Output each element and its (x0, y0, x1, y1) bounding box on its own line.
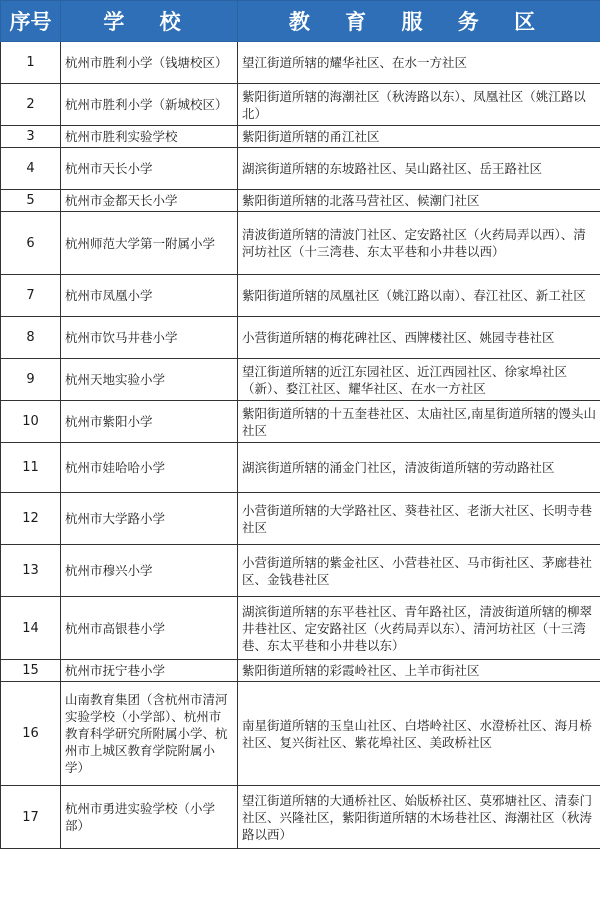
service-area: 紫阳街道所辖的凤凰社区（姚江路以南）、春江社区、新工社区 (238, 275, 600, 317)
service-area: 紫阳街道所辖的十五奎巷社区、太庙社区,南星街道所辖的馒头山社区 (238, 401, 600, 443)
school-name: 杭州市大学路小学 (61, 493, 238, 545)
table-row (1, 212, 600, 275)
row-number: 11 (1, 443, 61, 493)
table-row (1, 190, 600, 212)
service-area: 小营街道所辖的梅花碑社区、西牌楼社区、姚园寺巷社区 (238, 317, 600, 359)
school-name: 杭州市胜利实验学校 (61, 126, 238, 148)
service-area: 紫阳街道所辖的彩霞岭社区、上羊市街社区 (238, 660, 600, 682)
service-area: 紫阳街道所辖的海潮社区（秋涛路以东）、凤凰社区（姚江路以北） (238, 84, 600, 126)
header-no: 序号 (1, 1, 61, 42)
table-header-row (1, 1, 600, 42)
service-area: 小营街道所辖的紫金社区、小营巷社区、马市街社区、茅廊巷社区、金钱巷社区 (238, 545, 600, 597)
service-area: 望江街道所辖的近江东园社区、近江西园社区、徐家埠社区（新）、婺江社区、耀华社区、在水一方社区 (238, 359, 600, 401)
table-row (1, 42, 600, 84)
school-name: 杭州市抚宁巷小学 (61, 660, 238, 682)
table-row (1, 493, 600, 545)
row-number: 8 (1, 317, 61, 359)
row-number: 13 (1, 545, 61, 597)
header-area: 教 育 服 务 区 (238, 1, 600, 42)
table-row (1, 660, 600, 682)
table-row (1, 317, 600, 359)
service-area: 望江街道所辖的大通桥社区、始版桥社区、莫邪塘社区、清泰门社区、兴隆社区，紫阳街道所辖的木场巷社区、海潮社区（秋涛路以西） (238, 786, 600, 849)
service-area: 湖滨街道所辖的涌金门社区，清波街道所辖的劳动路社区 (238, 443, 600, 493)
table-row (1, 786, 600, 849)
row-number: 5 (1, 190, 61, 212)
service-area: 清波街道所辖的清波门社区、定安路社区（火药局弄以西）、清河坊社区（十三湾巷、东太平巷和小井巷以西） (238, 212, 600, 275)
service-area: 湖滨街道所辖的东坡路社区、吴山路社区、岳王路社区 (238, 148, 600, 190)
school-name: 杭州市凤凰小学 (61, 275, 238, 317)
row-number: 7 (1, 275, 61, 317)
school-name: 杭州市高银巷小学 (61, 597, 238, 660)
service-area: 紫阳街道所辖的北落马营社区、候潮门社区 (238, 190, 600, 212)
row-number: 12 (1, 493, 61, 545)
table-row (1, 148, 600, 190)
table-row (1, 443, 600, 493)
school-name: 杭州市穆兴小学 (61, 545, 238, 597)
row-number: 1 (1, 42, 61, 84)
table-row (1, 597, 600, 660)
service-area: 南星街道所辖的玉皇山社区、白塔岭社区、水澄桥社区、海月桥社区、复兴街社区、紫花埠社区、美政桥社区 (238, 682, 600, 786)
school-name: 杭州天地实验小学 (61, 359, 238, 401)
service-area: 小营街道所辖的大学路社区、葵巷社区、老浙大社区、长明寺巷社区 (238, 493, 600, 545)
school-name: 杭州市胜利小学（钱塘校区） (61, 42, 238, 84)
school-name: 杭州师范大学第一附属小学 (61, 212, 238, 275)
table-row (1, 359, 600, 401)
service-area: 望江街道所辖的耀华社区、在水一方社区 (238, 42, 600, 84)
row-number: 2 (1, 84, 61, 126)
table-row (1, 84, 600, 126)
service-area: 湖滨街道所辖的东平巷社区、青年路社区，清波街道所辖的柳翠井巷社区、定安路社区（火药局弄以东）、清河坊社区（十三湾巷、东太平巷和小井巷以东） (238, 597, 600, 660)
header-school: 学 校 (61, 1, 238, 42)
row-number: 17 (1, 786, 61, 849)
school-name: 杭州市勇进实验学校（小学部） (61, 786, 238, 849)
school-name: 杭州市天长小学 (61, 148, 238, 190)
row-number: 9 (1, 359, 61, 401)
service-area: 紫阳街道所辖的甬江社区 (238, 126, 600, 148)
school-name: 杭州市娃哈哈小学 (61, 443, 238, 493)
school-name: 杭州市金都天长小学 (61, 190, 238, 212)
row-number: 6 (1, 212, 61, 275)
row-number: 10 (1, 401, 61, 443)
school-name: 杭州市紫阳小学 (61, 401, 238, 443)
table-row (1, 126, 600, 148)
table-row (1, 275, 600, 317)
row-number: 4 (1, 148, 61, 190)
row-number: 16 (1, 682, 61, 786)
table-row (1, 682, 600, 786)
row-number: 3 (1, 126, 61, 148)
school-name: 杭州市饮马井巷小学 (61, 317, 238, 359)
row-number: 14 (1, 597, 61, 660)
table-row (1, 401, 600, 443)
school-name: 杭州市胜利小学（新城校区） (61, 84, 238, 126)
school-name: 山南教育集团（含杭州市清河实验学校（小学部）、杭州市教育科学研究所附属小学、杭州市上城区教育学院附属小学） (61, 682, 238, 786)
row-number: 15 (1, 660, 61, 682)
table-row (1, 545, 600, 597)
